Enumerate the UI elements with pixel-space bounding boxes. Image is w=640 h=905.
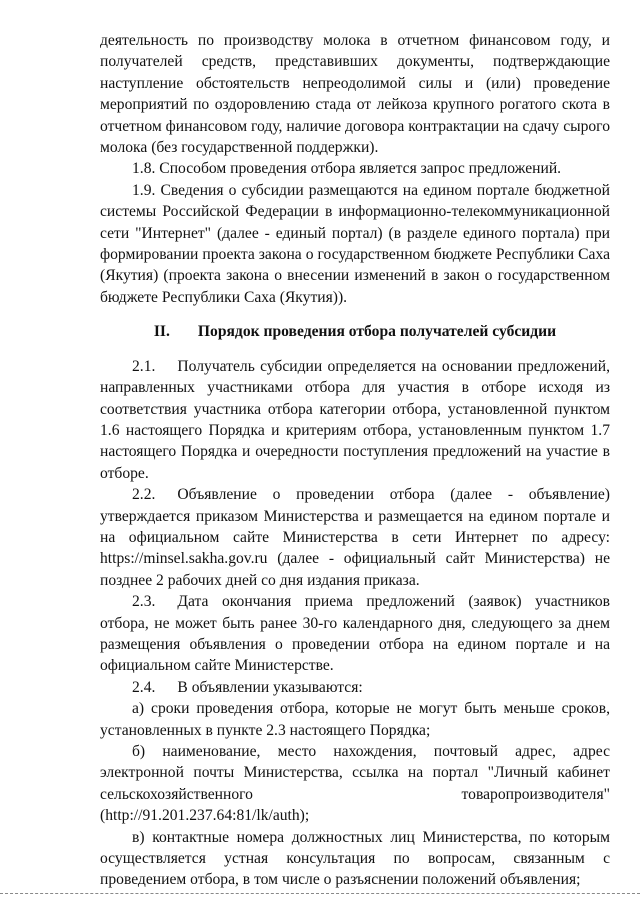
paragraph-2-3: [100, 591, 610, 677]
item-text: Получатель субсидии определяется на основании предложений, направленных участниками отбора для участия в отборе исходя из соответствия участника отбора категории отбора, установленной пунктом 1.6 настоящего Порядка и критериям отбора, установленным пунктом 1.7 настоящего Порядка и очередности поступления предложений на участие в отборе.: [100, 357, 610, 482]
item-number: 2.1.: [132, 357, 156, 375]
paragraph-2-1: [100, 356, 610, 484]
paragraph-1-9: 1.9. Сведения о субсидии размещаются на едином портале бюджетной системы Российской Федерации в информационно-телекоммуникационной сети "Интернет" (далее - единый портал) (в разделе единого портала) при формировании проекта закона о государственном бюджете Республики Саха (Якутия) (проекта закона о внесении изменений в закон о государственном бюджете Республики Саха (Якутия)).: [100, 181, 610, 306]
section-number: II.: [153, 323, 170, 341]
paragraph-2-4: [100, 677, 610, 698]
paragraph-2-2: [100, 484, 610, 591]
item-text: Дата окончания приема предложений (заявок) участников отбора, не может быть ранее 30-го календарного дня, следующего за днем размещения объявления о проведении отбора на едином портале и на официальном сайте Министерстве.: [100, 593, 610, 675]
list-item-a: а) сроки проведения отбора, которые не могут быть меньше сроков, установленных в пункте 2.3 настоящего Порядка;: [100, 700, 610, 739]
item-text: Объявление о проведении отбора (далее - объявление) утверждается приказом Министерства и размещается на едином портале и на официальном сайте Министерства в сети Интернет по адресу: https://minsel.sakha.gov.ru (далее - официальный сайт Министерства) не позднее 2 рабочих дней со дня издания приказа.: [100, 486, 610, 589]
item-text: В объявлении указываются:: [177, 678, 363, 696]
list-item-v: в) контактные номера должностных лиц Министерства, по которым осуществляется устная консультация по вопросам, связанным с проведением отбора, в том числе о разъяснении положений объявления;: [100, 828, 610, 889]
item-number: 2.2.: [132, 486, 156, 504]
item-number: 2.4.: [132, 678, 156, 696]
list-item-b: б) наименование, место нахождения, почтовый адрес, адрес электронной почты Министерства, ссылка на портал "Личный кабинет сельскохозяйственного товаропроизводителя" (http://91.201.237.64:81/lk/auth);: [100, 743, 610, 825]
paragraph-1-8: 1.8. Способом проведения отбора является запрос предложений.: [132, 160, 562, 178]
paragraph-continuation: деятельность по производству молока в отчетном финансовом году, и получателей средств, представивших документы, подтверждающие наступление обстоятельств непреодолимой силы и (или) проведение мероприятий по оздоровлению стада от лейкоза крупного рогатого скота в отчетном финансовом году, наличие договора контрактации на сдачу сырого молока (без государственной поддержки).: [100, 32, 610, 157]
item-number: 2.3.: [132, 593, 156, 611]
section-heading: [100, 321, 610, 342]
section-title: Порядок проведения отбора получателей субсидии: [197, 323, 557, 341]
page-bottom-divider: [0, 893, 640, 894]
